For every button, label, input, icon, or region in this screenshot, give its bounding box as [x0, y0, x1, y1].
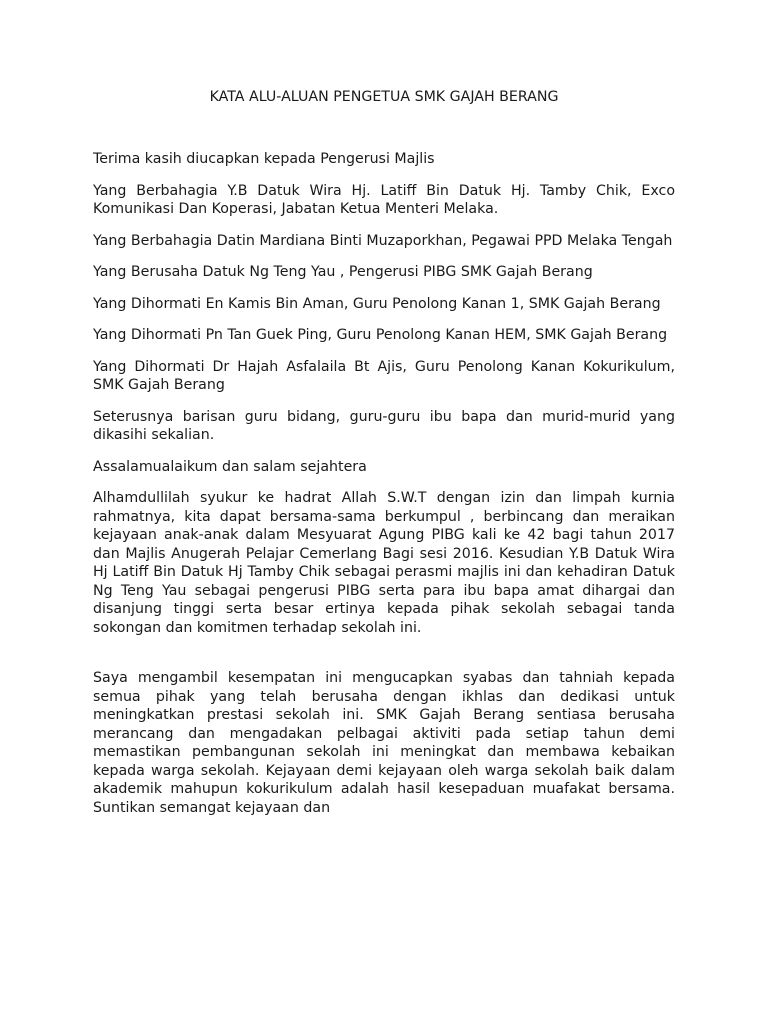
paragraph-greeting-gpk-koko: Yang Dihormati Dr Hajah Asfalaila Bt Ajis, Guru Penolong Kanan Kokurikulum, SMK Gajah Berang [93, 358, 675, 393]
paragraph-tahniah: Saya mengambil kesempatan ini mengucapkan syabas dan tahniah kepada semua pihak yang telah berusaha dengan ikhlas dan dedikasi untuk meningkatkan prestasi sekolah ini. SMK Gajah Berang sentiasa berusaha merancang dan mengadakan pelbagai aktiviti pada setiap tahun demi memastikan pembangunan sekolah ini meningkat dan membawa kebaikan kepada warga sekolah. Kejayaan demi kejayaan oleh warga sekolah baik dalam akademik mahupun kokurikulum adalah hasil kesepaduan muafakat bersama. Suntikan semangat kejayaan dan [93, 670, 675, 816]
paragraph-salam: Assalamualaikum dan salam sejahtera [93, 458, 367, 475]
paragraph-greeting-pibg: Yang Berusaha Datuk Ng Teng Yau , Pengerusi PIBG SMK Gajah Berang [93, 264, 593, 280]
paragraph-greeting-datin: Yang Berbahagia Datin Mardiana Binti Muzaporkhan, Pegawai PPD Melaka Tengah [93, 232, 673, 249]
paragraph-greeting-all: Seterusnya barisan guru bidang, guru-guru ibu bapa dan murid-murid yang dikasihi sekalian. [93, 408, 675, 443]
paragraph-alhamdulillah: Alhamdullilah syukur ke hadrat Allah S.W.T dengan izin dan limpah kurnia rahmatnya, kita dapat bersama-sama berkumpul , berbincang dan meraikan kejayaan anak-anak dalam Mesyuarat Agung PIBG kali ke 42 bagi tahun 2017 dan Majlis Anugerah Pelajar Cemerlang Bagi sesi 2016. Kesudian Y.B Datuk Wira Hj Latiff Bin Datuk Hj Tamby Chik sebagai perasmi majlis ini dan kehadiran Datuk Ng Teng Yau sebagai pengerusi PIBG serta para ibu bapa amat dihargai dan disanjung tinggi serta besar ertinya kepada pihak sekolah sebagai tanda sokongan dan komitmen terhadap sekolah ini. [93, 490, 675, 636]
document-body [93, 150, 675, 817]
paragraph-greeting-gpk-hem: Yang Dihormati Pn Tan Guek Ping, Guru Penolong Kanan HEM, SMK Gajah Berang [93, 327, 668, 343]
document-title: KATA ALU-ALUAN PENGETUA SMK GAJAH BERANG [209, 89, 559, 105]
paragraph-greeting-yb: Yang Berbahagia Y.B Datuk Wira Hj. Latiff Bin Datuk Hj. Tamby Chik, Exco Komunikasi Dan Koperasi, Jabatan Ketua Menteri Melaka. [93, 182, 675, 217]
paragraph-thanks-chair: Terima kasih diucapkan kepada Pengerusi Majlis [93, 151, 435, 167]
paragraph-greeting-gpk1: Yang Dihormati En Kamis Bin Aman, Guru Penolong Kanan 1, SMK Gajah Berang [93, 295, 661, 312]
